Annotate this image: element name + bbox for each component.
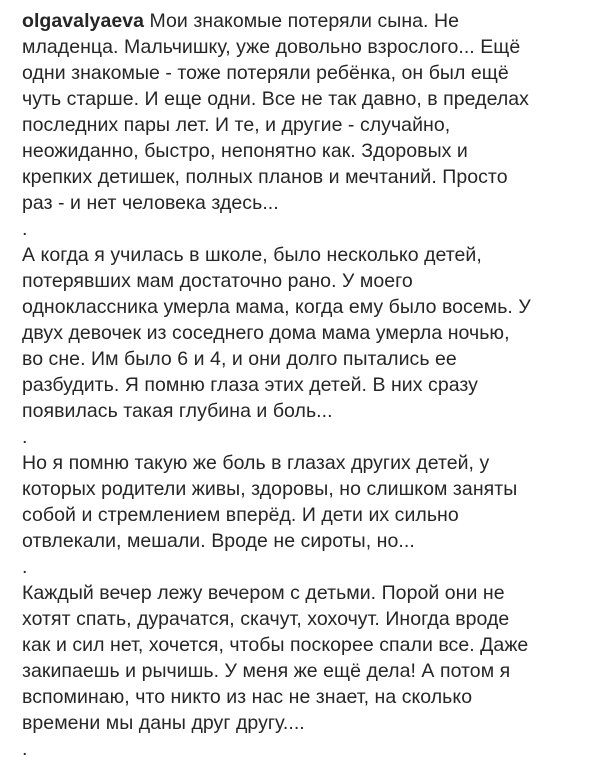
caption-text-1: Мои знакомые потеряли сына. Не младенца. Мальчишку, уже довольно взрослого... Ещё одни знакомые - тоже потеряли ребёнка, он был ещё чуть старше. И еще одни. Все не так давно, в пределах последних пары лет. И те, и другие - случайно, неожиданно, быстро, непонятно как. Здоровых и крепких детишек, полных планов и мечтаний. Просто раз - и нет человека здесь... bbox=[22, 10, 529, 214]
paragraph-separator: . bbox=[22, 218, 28, 240]
username-link[interactable]: olgavalyaeva bbox=[22, 10, 145, 32]
caption-paragraph-2: А когда я училась в школе, было несколько детей, потерявших мам достаточно рано. У моего одноклассника умерла мама, когда ему было восемь. У двух девочек из соседнего дома мама умерла ночью, во сне. Им было 6 и 4, и они долго пытались ее разбудить. Я помню глаза этих детей. В них сразу появилась такая глубина и боль... bbox=[22, 244, 531, 422]
paragraph-separator: . bbox=[22, 738, 28, 760]
paragraph-separator: . bbox=[22, 556, 28, 578]
caption-paragraph-1 bbox=[22, 8, 584, 216]
caption-paragraph-3: Но я помню такую же боль в глазах других детей, у которых родители живы, здоровы, но слишком заняты собой и стремлением вперёд. И дети их сильно отвлекали, мешали. Вроде не сироты, но... bbox=[22, 452, 518, 552]
caption-paragraph-4: Каждый вечер лежу вечером с детьми. Порой они не хотят спать, дурачатся, скачут, хохочут. Иногда вроде как и сил нет, хочется, чтобы поскорее спали все. Даже закипаешь и рычишь. У меня же ещё дела! А потом я вспоминаю, что никто из нас не знает, на сколько времени мы даны друг другу.... bbox=[22, 582, 529, 734]
post-caption bbox=[22, 8, 584, 762]
paragraph-separator: . bbox=[22, 426, 28, 448]
